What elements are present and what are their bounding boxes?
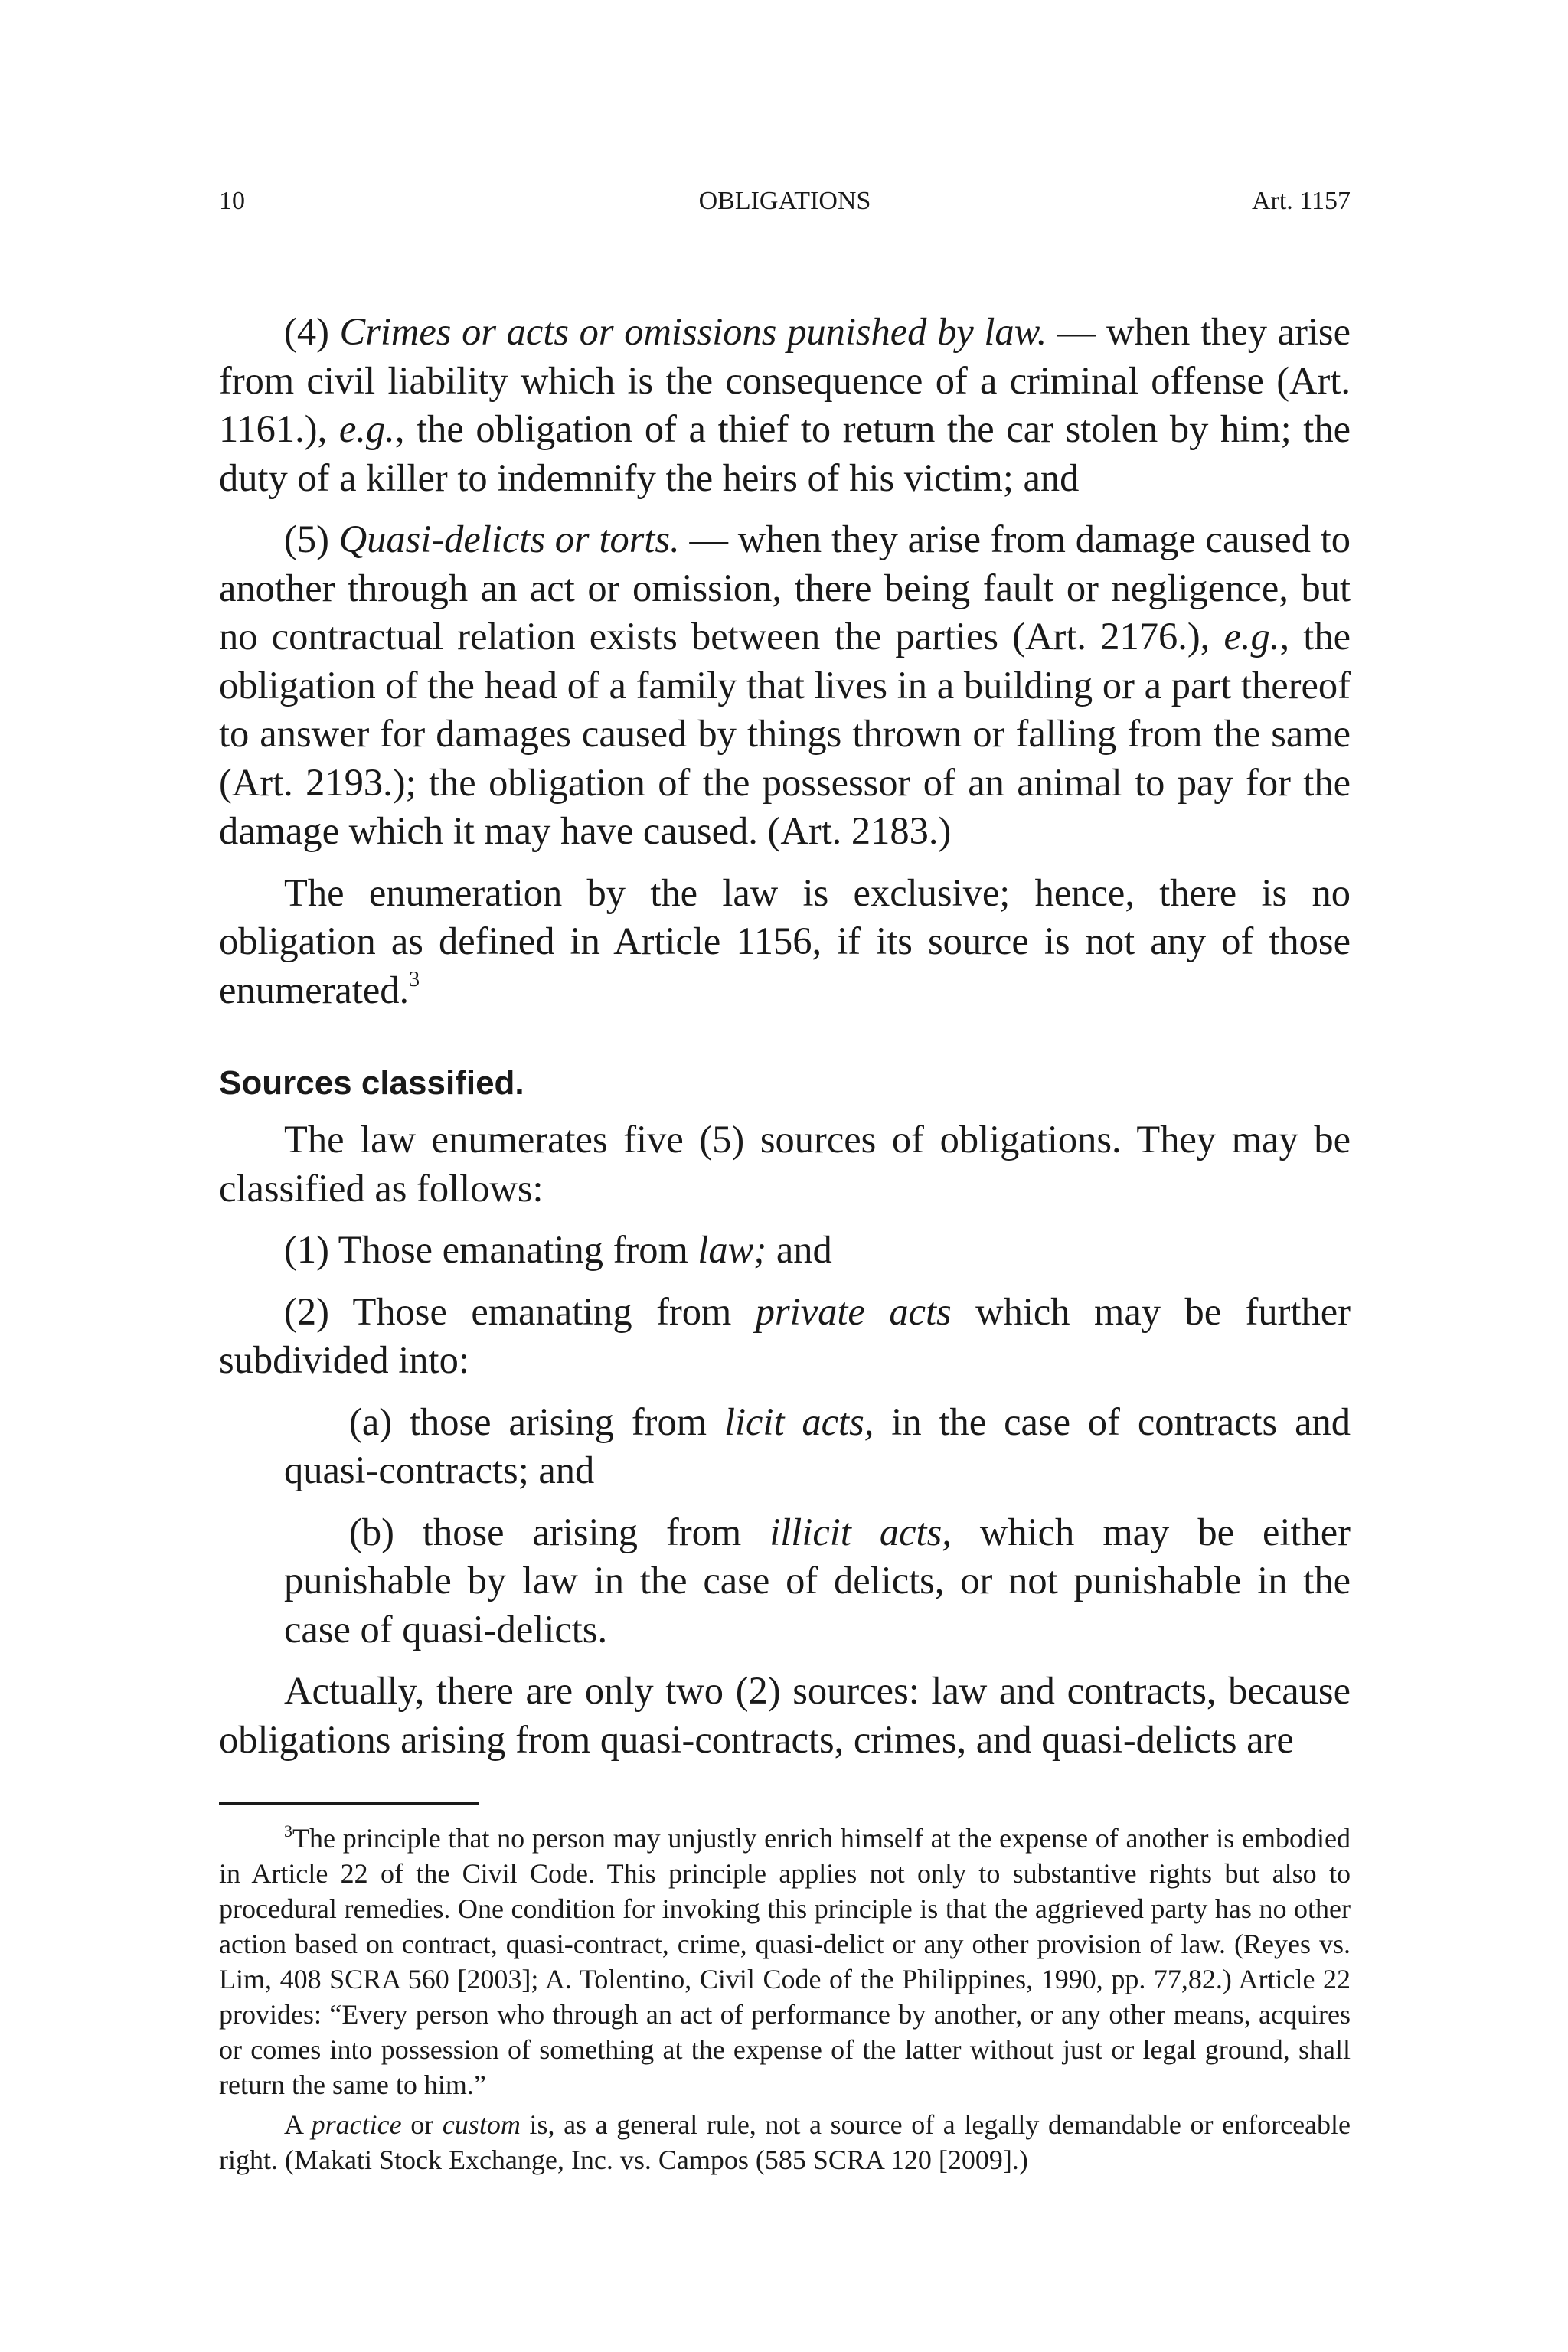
item-text: and: [766, 1228, 832, 1271]
footnote-practice: [219, 2107, 1351, 2177]
item-text: Those emanating from: [328, 1228, 698, 1271]
item-number: (2): [284, 1289, 329, 1333]
item-text: , the obligation of the head of a family that lives in a building or a part thereof to answer for damages caused by things thrown or falling from the same (Art. 2193.); the obligation of the possessor of an animal to pay for the damage which it may have caused. (Art. 2183.): [219, 615, 1351, 852]
class-private-acts: [219, 1288, 1351, 1385]
footnote-text: A: [284, 2109, 312, 2140]
running-head: [219, 182, 1351, 220]
item-text: , the obligation of a thief to return the car stolen by him; the duty of a killer to indemnify the heirs of his victim; and: [219, 407, 1351, 499]
item-text: which may be either punishable by law in the case of delicts, or not punishable in the case of quasi-delicts.: [284, 1510, 1351, 1651]
item-number: (5): [284, 518, 329, 560]
footnote-emphasis: custom: [442, 2109, 521, 2140]
footnote-emphasis: practice: [311, 2109, 402, 2140]
footnote-marker: 3: [284, 1821, 292, 1841]
footnote-separator: [219, 1802, 479, 1805]
item-number: (1): [284, 1228, 329, 1271]
item-emphasis: private acts: [755, 1289, 952, 1333]
subclass-licit-acts: [284, 1398, 1351, 1495]
item-number: (a): [349, 1400, 393, 1443]
footnote-3: [219, 1821, 1351, 2102]
footnote-text: The principle that no person may unjustly enrich himself at the expense of another is embodied in Article 22 of the Civil Code. This principle applies not only to substantive rights but also to procedural remedies. One condition for invoking this principle is that the aggrieved party has no other action based on contract, quasi-contract, crime, quasi-delict or any other provision of law. (Reyes vs. Lim, 408 SCRA 560 [2003]; A. Tolentino, Civil Code of the Philippines, 1990, pp. 77,82.) Article 22 provides: “Every person who through an act of performance by another, or any other means, acquires or comes into possession of something at the expense of the latter without just or legal ground, shall return the same to him.”: [219, 1823, 1351, 2100]
article-reference: Art. 1157: [1251, 187, 1351, 215]
body-text: [219, 308, 1351, 1764]
page-number: 10: [219, 187, 245, 215]
item-text: Those emanating from: [328, 1289, 756, 1333]
item-number: (b): [349, 1510, 394, 1553]
item-title: Quasi-delicts or torts.: [338, 518, 680, 560]
item-text: which may be further subdivided into:: [219, 1289, 1351, 1381]
item-emphasis: law;: [697, 1228, 767, 1271]
item-text: in the case of contracts and quasi-contracts; and: [284, 1400, 1351, 1491]
eg-abbrev: e.g.: [338, 407, 395, 450]
item-emphasis: licit acts,: [724, 1400, 874, 1443]
footnotes: [219, 1821, 1351, 2182]
item-text: those arising from: [394, 1510, 770, 1553]
item-title: Crimes or acts or omissions punished by law.: [339, 310, 1047, 353]
footnote-ref-3: 3: [409, 967, 420, 991]
section-heading: Sources classified.: [219, 1064, 524, 1102]
item-number: (4): [284, 310, 329, 353]
class-law: [219, 1226, 1351, 1275]
section-intro: The law enumerates five (5) sources of obligations. They may be classified as follows:: [219, 1118, 1351, 1210]
subclass-illicit-acts: [284, 1508, 1351, 1655]
item-text: — when they arise from civil liability which is the consequence of a criminal offense (Art. 1161.),: [219, 310, 1351, 450]
footnote-text: or: [401, 2109, 443, 2140]
item-quasi-delicts: [219, 515, 1351, 856]
two-sources-paragraph: Actually, there are only two (2) sources: law and contracts, because obligations arising from quasi-contracts, crimes, and quasi-delicts are: [219, 1669, 1351, 1761]
item-text: — when they arise from damage caused to another through an act or omission, there being fault or negligence, but no contractual relation exists between the parties (Art. 2176.),: [219, 518, 1351, 658]
running-title: OBLIGATIONS: [698, 187, 871, 215]
exclusive-enumeration-paragraph: [219, 869, 1351, 1015]
eg-abbrev: e.g.: [1223, 615, 1280, 658]
item-emphasis: illicit acts,: [769, 1510, 952, 1553]
item-text: those arising from: [392, 1400, 724, 1443]
item-crimes: [219, 308, 1351, 502]
paragraph-text: The enumeration by the law is exclusive; hence, there is no obligation as defined in Article 1156, if its source is not any of those enumerated.: [219, 871, 1351, 1011]
footnote-text: is, as a general rule, not a source of a legally demandable or enforceable right. (Makati Stock Exchange, Inc. vs. Campos (585 SCRA 120 [2009].): [219, 2109, 1351, 2175]
